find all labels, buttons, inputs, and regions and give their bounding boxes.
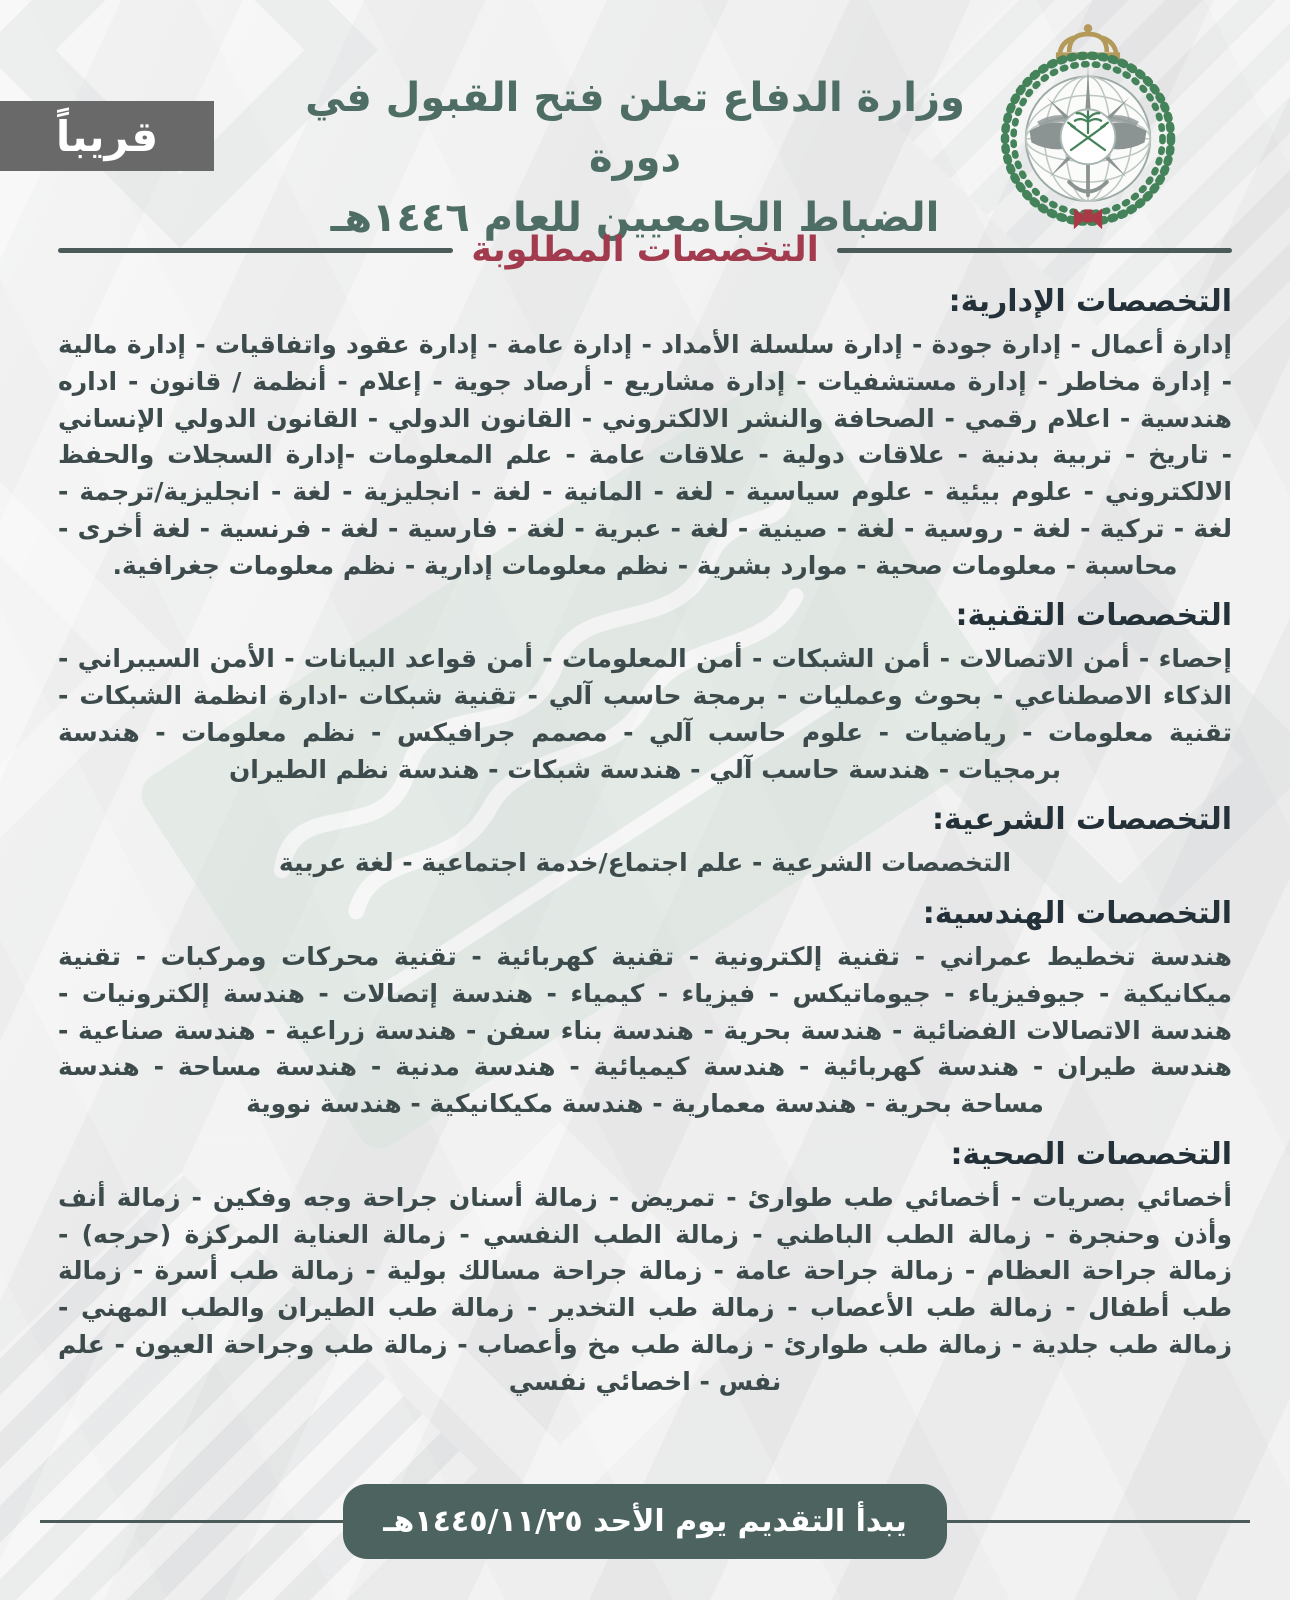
divider-line-right <box>837 248 1232 253</box>
section-body-technical: إحصاء - أمن الاتصالات - أمن الشبكات - أمن المعلومات - أمن قواعد البيانات - الأمن السيبراني - الذكاء الاصطناعي - بحوث وعمليات - برمجة حاسب آلي - تقنية شبكات -ادارة انظمة الشبكات - تقنية معلومات - رياضيات - علوم حاسب آلي - مصمم جرافيكس - نظم معلومات - هندسة برمجيات - هندسة حاسب آلي - هندسة شبكات - هندسة نظم الطيران <box>58 644 1232 784</box>
application-start-row <box>40 1484 1250 1559</box>
section-administrative <box>58 284 1232 584</box>
footer-line-right <box>947 1520 1250 1523</box>
section-heading-engineering: التخصصات الهندسية: <box>922 896 1232 931</box>
section-heading-administrative: التخصصات الإدارية: <box>948 284 1232 319</box>
ministry-of-defense-logo <box>993 18 1183 237</box>
page-title <box>285 68 985 248</box>
section-body-sharia: التخصصات الشرعية - علم اجتماع/خدمة اجتماعية - لغة عربية <box>278 848 1012 878</box>
section-heading-sharia: التخصصات الشرعية: <box>931 802 1232 838</box>
section-body-administrative: إدارة أعمال - إدارة جودة - إدارة سلسلة الأمداد - إدارة عامة - إدارة عقود واتفاقيات - إدارة مالية - إدارة مخاطر - إدارة مستشفيات - إدارة مشاريع - أرصاد جوية - إعلام - أنظمة / قانون - اداره هندسية - اعلام رقمي - الصحافة والنشر الالكتروني - القانون الدولي - القانون الدولي الإنساني - تاريخ - تربية بدنية - علاقات دولية - علاقات عامة - علم المعلومات -إدارة السجلات والحفظ الالكتروني - علوم بيئية - علوم سياسية - لغة - المانية - لغة - انجليزية - لغة - انجليزية/ترجمة - لغة - تركية - لغة - روسية - لغة - صينية - لغة - عبرية - لغة - فارسية - لغة - فرنسية - لغة أخرى - محاسبة - معلومات صحية - موارد بشرية - نظم معلومات إدارية - نظم معلومات جغرافية. <box>58 330 1232 580</box>
coming-soon-badge <box>0 101 214 171</box>
divider-line-left <box>58 248 453 253</box>
required-majors-divider <box>58 230 1232 270</box>
required-majors-title: التخصصات المطلوبة <box>471 230 819 270</box>
section-body-health: أخصائي بصريات - أخصائي طب طوارئ - تمريض - زمالة أسنان جراحة وجه وفكين - زمالة أنف وأذن وحنجرة - زمالة الطب الباطني - زمالة الطب النفسي - زمالة العناية المركزة (حرجه) - زمالة جراحة العظام - زمالة جراحة عامة - زمالة جراحة مسالك بولية - زمالة طب أسرة - زمالة طب أطفال - زمالة طب الأعصاب - زمالة طب التخدير - زمالة طب الطيران والطب المهني - زمالة طب جلدية - زمالة طب طوارئ - زمالة طب مخ وأعصاب - زمالة طب وجراحة العيون - علم نفس - اخصائي نفسي <box>58 1182 1232 1396</box>
section-technical <box>58 598 1232 788</box>
section-heading-technical: التخصصات التقنية: <box>955 598 1232 634</box>
footer-line-left <box>40 1520 343 1523</box>
page-title-line2: الضباط الجامعيين للعام ١٤٤٦هـ <box>330 195 940 241</box>
page-title-line1: وزارة الدفاع تعلن فتح القبول في دورة <box>305 75 965 181</box>
mod-emblem-icon <box>993 18 1183 233</box>
section-engineering <box>58 896 1232 1123</box>
coming-soon-label: قريباً <box>55 111 159 161</box>
application-start-banner: يبدأ التقديم يوم الأحد ١٤٤٥/١١/٢٥هـ <box>343 1484 947 1559</box>
section-body-engineering: هندسة تخطيط عمراني - تقنية إلكترونية - تقنية كهربائية - تقنية محركات ومركبات - تقنية ميكانيكية - جيوفيزياء - جيوماتيكس - فيزياء - كيمياء - هندسة إتصالات - هندسة إلكترونيات - هندسة الاتصالات الفضائية - هندسة بحرية - هندسة بناء سفن - هندسة زراعية - هندسة صناعية - هندسة طيران - هندسة كهربائية - هندسة كيميائية - هندسة مدنية - هندسة مساحة - هندسة مساحة بحرية - هندسة معمارية - هندسة مكيكانيكية - هندسة نووية <box>58 942 1232 1118</box>
content <box>58 230 1232 1412</box>
section-heading-health: التخصصات الصحية: <box>950 1136 1232 1172</box>
section-health <box>58 1137 1232 1401</box>
section-sharia <box>58 802 1232 882</box>
